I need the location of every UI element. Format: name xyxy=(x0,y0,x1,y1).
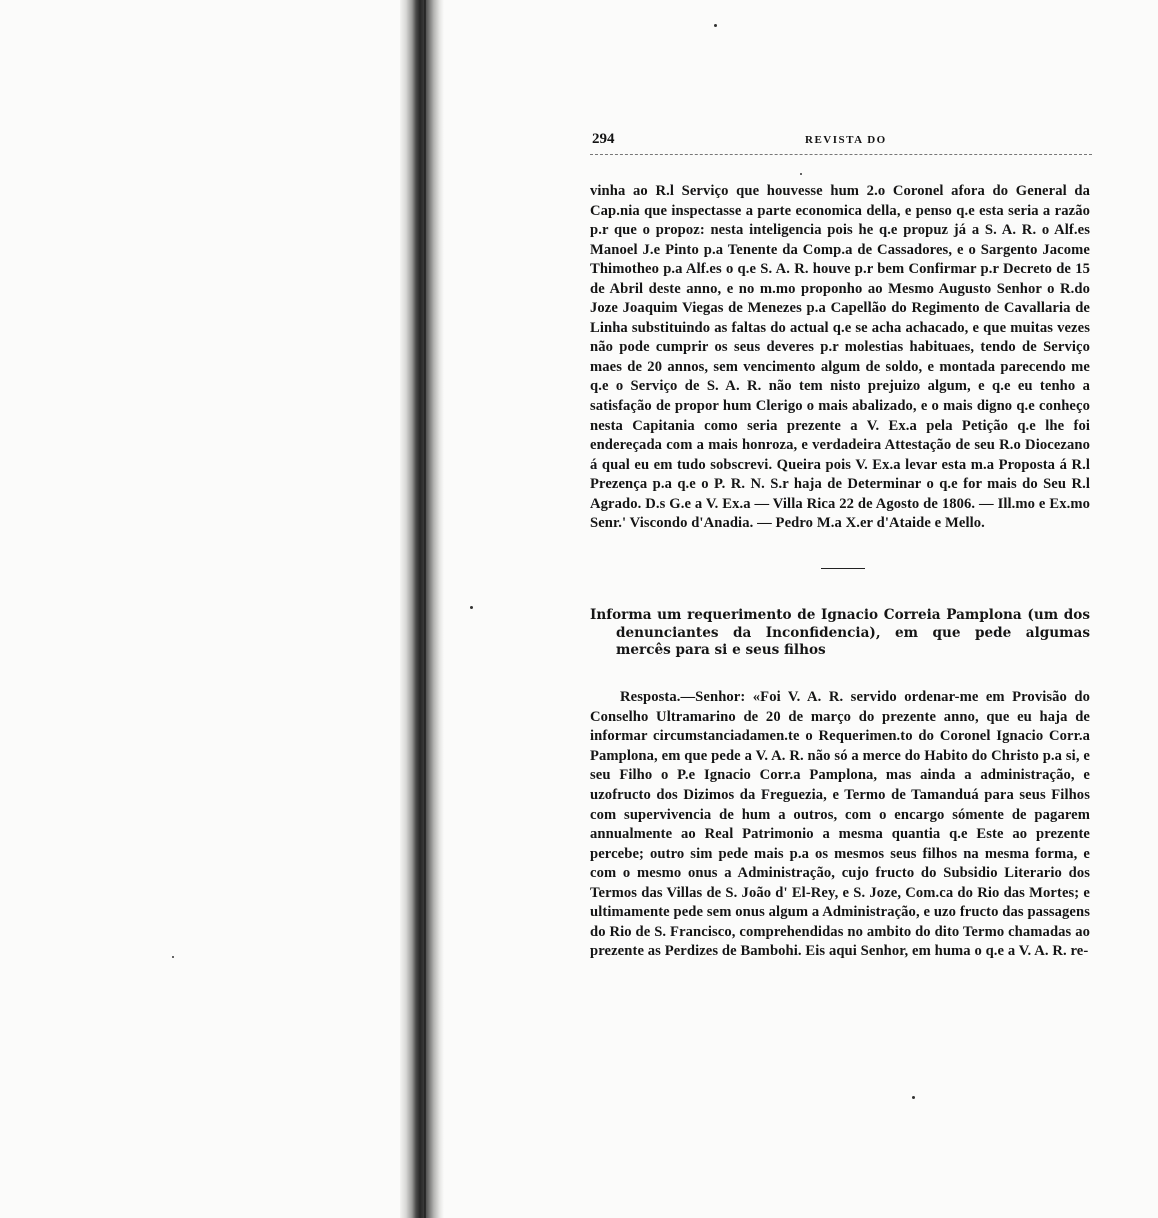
header-rule xyxy=(590,154,1092,155)
paper-speck xyxy=(172,956,174,958)
book-gutter xyxy=(400,0,444,1218)
section-divider xyxy=(821,568,865,569)
paper-speck xyxy=(470,606,473,609)
running-head xyxy=(590,128,1090,152)
gutter-binding-line xyxy=(424,0,426,1218)
section-heading: Informa um requerimento de Ignacio Correia Pamplona (um dos denunciantes da Inconfidencia), em que pede algumas mercês para si e seus filhos xyxy=(590,606,1090,659)
paper-speck xyxy=(912,1096,915,1099)
journal-title: REVISTA DO xyxy=(805,134,887,146)
paper-speck xyxy=(714,24,717,27)
response-body: Resposta.—Senhor: «Foi V. A. R. servido ordenar-me em Provisão do Conselho Ultramarino de 20 de março do prezente anno, que eu haja de informar circumstanciadamen.te o Requerimen.to do Coronel Ignacio Corr.a Pamplona, em que pede a V. A. R. não só a merce do Habito do Christo p.a si, e seu Filho o P.e Ignacio Corr.a Pamplona, mas ainda a administração, e uzofructo dos Dizimos da Freguezia, e Termo de Tamanduá para seus Filhos com supervivencia de hum a outros, com o encargo sómente de pagarem annualmente ao Real Patrimonio a mesma quantia q.e Este ao prezente percebe; outro sim pede mais p.a os mesmos seus filhos na mesma forma, e com o mesmo onus a Administração, cujo fructo do Subsidio Literario dos Termos das Villas de S. João d' El-Rey, e S. Joze, Com.ca do Rio das Mortes; e ultimamente pede sem onus algum a Administração, e uzo fructo das passagens do Rio de S. Francisco, comprehendidas no ambito do dito Termo chamadas ao prezente as Perdizes de Bambohi. Eis aqui Senhor, em huma o q.e a V. A. R. re- xyxy=(590,689,1090,960)
page-number: 294 xyxy=(592,131,615,147)
letter-body: vinha ao R.l Serviço que houvesse hum 2.o Coronel afora do General da Cap.nia que inspectasse a parte economica della, e penso q.e esta seria a razão p.r que o propoz: nesta inteligencia pois he q.e propuz já a S. A. R. o Alf.es Manoel J.e Pinto p.a Tenente da Comp.a de Cassadores, e o Sargento Jacome Thimotheo p.a Alf.es o q.e S. A. R. houve p.r bem Confirmar p.r Decreto de 15 de Abril deste anno, e no m.mo proponho ao Mesmo Augusto Senhor o R.do Joze Joaquim Viegas de Menezes p.a Capellão do Regimento de Cavallaria de Linha substituindo as faltas do actual q.e se acha achacado, e que muitas vezes não pode cumprir os seus deveres p.r molestias habituaes, tendo de Serviço maes de 20 annos, sem vencimento algum de soldo, e montada parecendo me q.e o Serviço de S. A. R. não tem nisto prejuizo algum, e q.e eu tenho a satisfação de propor hum Clerigo o mais abalizado, e o mais digno q.e conheço nesta Capitania como seria prezente a V. Ex.a pela Petição q.e lhe foi endereçada com a mais honroza, e verdadeira Attestação de seu R.o Diocezano á qual eu em tudo sobscrevi. Queira pois V. Ex.a levar esta m.a Proposta á R.l Prezença p.a q.e o P. R. N. S.r haja de Determinar o q.e for mais do Seu R.l Agrado. D.s G.e a V. Ex.a — Villa Rica 22 de Agosto de 1806. — Ill.mo e Ex.mo Senr.' Viscondo d'Anadia. — Pedro M.a X.er d'Ataide e Mello. xyxy=(590,183,1090,532)
page-content xyxy=(590,128,1090,976)
